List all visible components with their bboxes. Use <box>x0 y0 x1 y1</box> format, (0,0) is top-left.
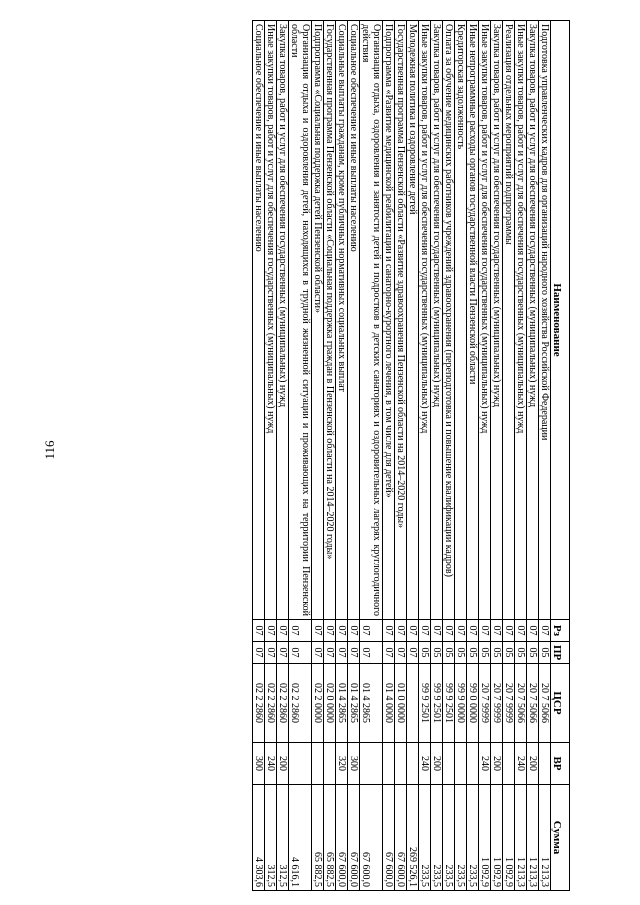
cell-sum: 233,5 <box>455 785 467 891</box>
cell-name: Молодежная политика и оздоровление детей <box>407 21 419 620</box>
header-pr: ПР <box>551 642 570 664</box>
cell-name: Организация отдыха, оздоровления и занятости детей и подростков в детских санаториях и оздоровительных лагерях круглогодичного действия <box>360 21 383 620</box>
cell-pr: 07 <box>336 642 348 664</box>
header-csr: ЦСР <box>551 664 570 743</box>
cell-name: Закупка товаров, работ и услуг для обеспечения государственных (муниципальных) нужд <box>527 21 539 620</box>
cell-sum: 312,5 <box>277 785 289 891</box>
cell-name: Социальное обеспечение и иные выплаты населению <box>348 21 360 620</box>
cell-rz: 07 <box>431 620 443 642</box>
cell-csr: 99 9 2501 <box>431 664 443 743</box>
cell-csr: 02 2 2860 <box>289 664 312 743</box>
cell-rz: 07 <box>253 620 265 642</box>
cell-name: Подпрограмма «Социальная поддержка детей Пензенской области» <box>312 21 324 620</box>
cell-rz: 07 <box>503 620 515 642</box>
cell-csr: 01 4 2865 <box>360 664 383 743</box>
cell-vr: 200 <box>431 743 443 785</box>
cell-rz: 07 <box>312 620 324 642</box>
cell-csr: 99 9 2501 <box>443 664 455 743</box>
cell-csr: 02 2 2860 <box>277 664 289 743</box>
cell-name: Иные закупки товаров, работ и услуг для обеспечения государственных (муниципальных) нужд <box>419 21 431 620</box>
cell-sum: 312,5 <box>265 785 277 891</box>
cell-rz: 07 <box>395 620 407 642</box>
cell-name: Реализация отдельных мероприятий подпрограммы <box>503 21 515 620</box>
cell-sum: 233,5 <box>419 785 431 891</box>
cell-rz: 07 <box>527 620 539 642</box>
cell-name: Государственная программа Пензенской области «Социальная поддержка граждан в Пензенской области на 2014–2020 годы» <box>324 21 336 620</box>
cell-name: Подпрограмма «Развитие медицинской реабилитации и санаторно-курортного лечения, в том числе для детей» <box>383 21 395 620</box>
cell-rz: 07 <box>539 620 551 642</box>
cell-rz: 07 <box>265 620 277 642</box>
cell-pr: 07 <box>265 642 277 664</box>
cell-csr: 20 7 5066 <box>515 664 527 743</box>
cell-sum: 1 092,9 <box>503 785 515 891</box>
table-row <box>407 21 419 891</box>
table-row <box>491 21 503 891</box>
cell-vr: 240 <box>419 743 431 785</box>
cell-name: Кредиторская задолженность <box>455 21 467 620</box>
table-row <box>383 21 395 891</box>
cell-vr <box>503 743 515 785</box>
cell-sum: 1 213,3 <box>539 785 551 891</box>
cell-pr: 05 <box>479 642 491 664</box>
cell-name: Государственная программа Пензенской области «Развитие здравоохранения Пензенской области на 2014–2020 годы» <box>395 21 407 620</box>
cell-rz: 07 <box>324 620 336 642</box>
cell-pr: 05 <box>455 642 467 664</box>
cell-csr: 02 2 2860 <box>265 664 277 743</box>
cell-name: Организация отдыха и оздоровления детей, находящихся в трудной жизненной ситуации и проживающих на территории Пензенской области <box>289 21 312 620</box>
cell-rz: 07 <box>515 620 527 642</box>
header-rz: Рз <box>551 620 570 642</box>
cell-pr: 05 <box>467 642 479 664</box>
cell-rz: 07 <box>443 620 455 642</box>
table-row <box>419 21 431 891</box>
cell-vr: 200 <box>527 743 539 785</box>
cell-sum: 67 600,0 <box>383 785 395 891</box>
cell-vr <box>383 743 395 785</box>
cell-vr <box>407 743 419 785</box>
cell-sum: 1 092,9 <box>479 785 491 891</box>
cell-pr: 05 <box>503 642 515 664</box>
cell-sum: 65 882,5 <box>312 785 324 891</box>
cell-pr: 07 <box>407 642 419 664</box>
table-row <box>277 21 289 891</box>
table-row <box>360 21 383 891</box>
cell-vr: 240 <box>265 743 277 785</box>
cell-rz: 07 <box>467 620 479 642</box>
cell-sum: 233,5 <box>431 785 443 891</box>
cell-pr: 05 <box>527 642 539 664</box>
cell-sum: 67 600,0 <box>336 785 348 891</box>
budget-table <box>252 20 570 891</box>
cell-csr: 20 7 5066 <box>539 664 551 743</box>
cell-sum: 67 600,0 <box>348 785 360 891</box>
cell-vr: 300 <box>253 743 265 785</box>
cell-rz: 07 <box>348 620 360 642</box>
cell-pr: 05 <box>419 642 431 664</box>
cell-rz: 07 <box>491 620 503 642</box>
cell-vr <box>455 743 467 785</box>
cell-rz: 07 <box>419 620 431 642</box>
page-number: 116 <box>42 440 57 460</box>
table-row <box>312 21 324 891</box>
cell-csr: 99 9 2501 <box>419 664 431 743</box>
cell-vr <box>289 743 312 785</box>
cell-name: Иные закупки товаров, работ и услуг для обеспечения государственных (муниципальных) нужд <box>479 21 491 620</box>
table-row <box>253 21 265 891</box>
cell-sum: 4 616,1 <box>289 785 312 891</box>
cell-vr <box>395 743 407 785</box>
table-row <box>431 21 443 891</box>
cell-pr: 07 <box>277 642 289 664</box>
cell-sum: 65 882,5 <box>324 785 336 891</box>
cell-pr: 07 <box>289 642 312 664</box>
cell-vr <box>360 743 383 785</box>
table-row <box>336 21 348 891</box>
cell-name: Закупка товаров, работ и услуг для обеспечения государственных (муниципальных) нужд <box>277 21 289 620</box>
header-vr: ВР <box>551 743 570 785</box>
cell-csr: 20 7 9999 <box>503 664 515 743</box>
table-row <box>479 21 491 891</box>
table-row <box>539 21 551 891</box>
cell-rz: 07 <box>336 620 348 642</box>
cell-vr <box>312 743 324 785</box>
cell-csr <box>407 664 419 743</box>
cell-pr: 07 <box>395 642 407 664</box>
table-row <box>348 21 360 891</box>
cell-rz: 07 <box>360 620 383 642</box>
cell-csr: 01 4 2865 <box>348 664 360 743</box>
cell-sum: 67 600,0 <box>360 785 383 891</box>
cell-pr: 07 <box>360 642 383 664</box>
cell-pr: 07 <box>253 642 265 664</box>
budget-table-container <box>90 20 570 890</box>
cell-name: Иные закупки товаров, работ и услуг для обеспечения государственных (муниципальных) нужд <box>515 21 527 620</box>
cell-rz: 07 <box>479 620 491 642</box>
header-name: Наименование <box>551 21 570 620</box>
table-row <box>515 21 527 891</box>
cell-rz: 07 <box>383 620 395 642</box>
cell-csr: 01 4 0000 <box>383 664 395 743</box>
table-row <box>503 21 515 891</box>
cell-vr: 240 <box>515 743 527 785</box>
cell-sum: 233,5 <box>467 785 479 891</box>
cell-csr: 01 0 0000 <box>395 664 407 743</box>
cell-rz: 07 <box>407 620 419 642</box>
cell-vr: 240 <box>479 743 491 785</box>
cell-vr <box>324 743 336 785</box>
cell-name: Закупка товаров, работ и услуг для обеспечения государственных (муниципальных) нужд <box>431 21 443 620</box>
table-row <box>395 21 407 891</box>
cell-sum: 269 526,1 <box>407 785 419 891</box>
cell-sum: 1 092,9 <box>491 785 503 891</box>
cell-name: Иные закупки товаров, работ и услуг для обеспечения государственных (муниципальных) нужд <box>265 21 277 620</box>
cell-pr: 05 <box>443 642 455 664</box>
cell-csr: 99 9 0000 <box>455 664 467 743</box>
cell-csr: 02 2 0000 <box>312 664 324 743</box>
cell-pr: 05 <box>431 642 443 664</box>
table-row <box>324 21 336 891</box>
cell-name: Подготовка управленческих кадров для организаций народного хозяйства Российской Федерации <box>539 21 551 620</box>
table-row <box>289 21 312 891</box>
cell-vr <box>539 743 551 785</box>
cell-sum: 1 213,3 <box>515 785 527 891</box>
cell-pr: 05 <box>539 642 551 664</box>
cell-rz: 07 <box>277 620 289 642</box>
cell-csr: 20 7 9999 <box>479 664 491 743</box>
cell-csr: 20 7 9999 <box>491 664 503 743</box>
cell-sum: 67 600,0 <box>395 785 407 891</box>
cell-csr: 99 0 0000 <box>467 664 479 743</box>
cell-vr: 200 <box>277 743 289 785</box>
cell-pr: 07 <box>383 642 395 664</box>
cell-pr: 05 <box>491 642 503 664</box>
cell-vr: 200 <box>491 743 503 785</box>
cell-name: Оплата за обучение медицинских работников учреждений здравоохранения (переподготовка и повышение квалификации кадров) <box>443 21 455 620</box>
cell-pr: 07 <box>312 642 324 664</box>
cell-csr: 01 4 2865 <box>336 664 348 743</box>
cell-sum: 1 213,3 <box>527 785 539 891</box>
cell-rz: 07 <box>289 620 312 642</box>
cell-name: Закупка товаров, работ и услуг для обеспечения государственных (муниципальных) нужд <box>491 21 503 620</box>
cell-name: Социальные выплаты гражданам, кроме публичных нормативных социальных выплат <box>336 21 348 620</box>
cell-rz: 07 <box>455 620 467 642</box>
cell-vr: 320 <box>336 743 348 785</box>
cell-pr: 07 <box>348 642 360 664</box>
header-sum: Сумма <box>551 785 570 891</box>
cell-vr <box>467 743 479 785</box>
table-row <box>265 21 277 891</box>
cell-csr: 02 2 2860 <box>253 664 265 743</box>
table-row <box>527 21 539 891</box>
table-row <box>467 21 479 891</box>
cell-pr: 07 <box>324 642 336 664</box>
table-row <box>443 21 455 891</box>
cell-csr: 02 0 0000 <box>324 664 336 743</box>
cell-name: Социальное обеспечение и иные выплаты населению <box>253 21 265 620</box>
cell-vr <box>443 743 455 785</box>
cell-sum: 233,5 <box>443 785 455 891</box>
cell-vr: 300 <box>348 743 360 785</box>
table-row <box>455 21 467 891</box>
table-header-row <box>551 21 570 891</box>
cell-sum: 4 303,6 <box>253 785 265 891</box>
cell-pr: 05 <box>515 642 527 664</box>
cell-name: Иные непрограммные расходы органов государственной власти Пензенской области <box>467 21 479 620</box>
cell-csr: 20 7 5066 <box>527 664 539 743</box>
